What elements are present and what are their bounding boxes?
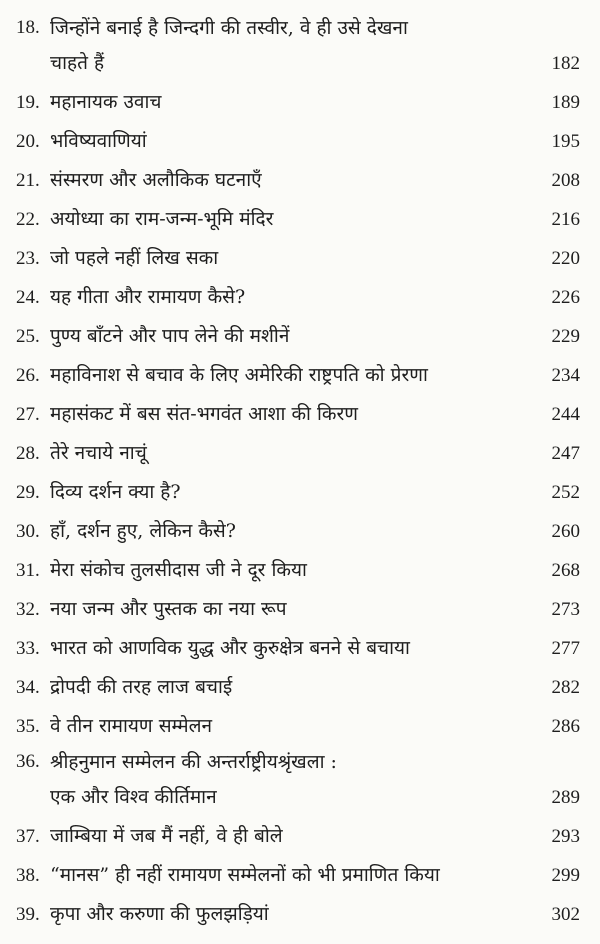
page-number: 277 [551, 638, 580, 659]
chapter-title [50, 12, 510, 83]
page-number: 189 [551, 92, 580, 113]
page-number: 195 [551, 131, 580, 152]
page-number: 244 [551, 404, 580, 425]
chapter-title [50, 434, 510, 473]
toc-entry [0, 668, 600, 707]
chapter-title-line: तेरे नचाये नाचूं [50, 442, 147, 464]
chapter-number: 25. [16, 326, 40, 347]
page-number: 293 [551, 826, 580, 847]
chapter-title-line: एक और विश्व कीर्तिमान [50, 786, 217, 808]
toc-entry [0, 200, 600, 239]
page-number: 182 [551, 53, 580, 74]
toc-entry [0, 395, 600, 434]
chapter-number: 26. [16, 365, 40, 386]
chapter-title-line: भविष्यवाणियां [50, 130, 147, 152]
chapter-number: 32. [16, 599, 40, 620]
chapter-title [50, 895, 510, 934]
chapter-number: 21. [16, 170, 40, 191]
chapter-number: 23. [16, 248, 40, 269]
chapter-number: 29. [16, 482, 40, 503]
page-number: 282 [551, 677, 580, 698]
chapter-title [50, 356, 510, 395]
toc-entry [0, 356, 600, 395]
page-number: 268 [551, 560, 580, 581]
chapter-title-line: अयोध्या का राम-जन्म-भूमि मंदिर [50, 208, 274, 230]
chapter-title-line: वे तीन रामायण सम्मेलन [50, 715, 213, 737]
chapter-title-line: महासंकट में बस संत-भगवंत आशा की किरण [50, 403, 359, 425]
toc-entry [0, 629, 600, 668]
page-number: 226 [551, 287, 580, 308]
chapter-number: 31. [16, 560, 40, 581]
page-number: 208 [551, 170, 580, 191]
chapter-title [50, 395, 510, 434]
toc-entry [0, 278, 600, 317]
chapter-title-line: पुण्य बाँटने और पाप लेने की मशीनें [50, 325, 290, 347]
toc-entry [0, 856, 600, 895]
page-number: 260 [551, 521, 580, 542]
toc-entry [0, 161, 600, 200]
toc-entry [0, 551, 600, 590]
chapter-title-line: यह गीता और रामायण कैसे? [50, 286, 246, 308]
chapter-title [50, 122, 510, 161]
chapter-title [50, 512, 510, 551]
chapter-number: 34. [16, 677, 40, 698]
chapter-number: 30. [16, 521, 40, 542]
chapter-number: 18. [16, 17, 40, 38]
toc-entry [0, 817, 600, 856]
toc-entry [0, 707, 600, 746]
chapter-title-line: दिव्य दर्शन क्या है? [50, 481, 181, 503]
chapter-title-line: जो पहले नहीं लिख सका [50, 247, 219, 269]
toc-entry [0, 122, 600, 161]
toc-entry [0, 895, 600, 934]
chapter-title [50, 590, 510, 629]
chapter-number: 28. [16, 443, 40, 464]
page-number: 286 [551, 716, 580, 737]
toc-entry [0, 317, 600, 356]
chapter-title [50, 200, 510, 239]
chapter-title [50, 746, 510, 817]
page-number: 252 [551, 482, 580, 503]
page-number: 229 [551, 326, 580, 347]
chapter-number: 37. [16, 826, 40, 847]
chapter-title [50, 817, 510, 856]
chapter-title [50, 239, 510, 278]
page-number: 302 [551, 904, 580, 925]
page-number: 220 [551, 248, 580, 269]
chapter-number: 36. [16, 751, 40, 772]
chapter-title-line: द्रोपदी की तरह लाज बचाई [50, 676, 233, 698]
page-number: 273 [551, 599, 580, 620]
toc-entry [0, 239, 600, 278]
page-number: 216 [551, 209, 580, 230]
chapter-number: 24. [16, 287, 40, 308]
page-number: 289 [551, 787, 580, 808]
chapter-number: 22. [16, 209, 40, 230]
chapter-title-line: “मानस” ही नहीं रामायण सम्मेलनों को भी प्रमाणित किया [50, 864, 440, 886]
chapter-title [50, 317, 510, 356]
toc-entry [0, 83, 600, 122]
toc-entry [0, 746, 600, 817]
chapter-title-line: मेरा संकोच तुलसीदास जी ने दूर किया [50, 559, 307, 581]
chapter-title-line: महानायक उवाच [50, 91, 162, 113]
chapter-number: 27. [16, 404, 40, 425]
chapter-number: 39. [16, 904, 40, 925]
chapter-title-line: भारत को आणविक युद्ध और कुरुक्षेत्र बनने से बचाया [50, 637, 410, 659]
chapter-title-line: संस्मरण और अलौकिक घटनाएँ [50, 169, 262, 191]
chapter-number: 38. [16, 865, 40, 886]
chapter-title-line: हाँ, दर्शन हुए, लेकिन कैसे? [50, 520, 236, 542]
chapter-title [50, 473, 510, 512]
chapter-title-line: महाविनाश से बचाव के लिए अमेरिकी राष्ट्रपति को प्रेरणा [50, 364, 428, 386]
toc-entry [0, 473, 600, 512]
table-of-contents [0, 12, 600, 934]
chapter-title-line: चाहते हैं [50, 52, 105, 74]
chapter-number: 35. [16, 716, 40, 737]
chapter-number: 20. [16, 131, 40, 152]
page-number: 234 [551, 365, 580, 386]
chapter-title-line: श्रीहनुमान सम्मेलन की अन्तर्राष्ट्रीयश्रृंखला : [50, 751, 337, 773]
chapter-title [50, 856, 510, 895]
chapter-number: 19. [16, 92, 40, 113]
page-number: 247 [551, 443, 580, 464]
chapter-title [50, 629, 510, 668]
toc-entry [0, 590, 600, 629]
chapter-title [50, 278, 510, 317]
chapter-title-line: नया जन्म और पुस्तक का नया रूप [50, 598, 287, 620]
chapter-title-line: जिन्होंने बनाई है जिन्दगी की तस्वीर, वे ही उसे देखना [50, 17, 408, 39]
page-number: 299 [551, 865, 580, 886]
chapter-title [50, 668, 510, 707]
chapter-title [50, 161, 510, 200]
chapter-title-line: जाम्बिया में जब मैं नहीं, वे ही बोले [50, 825, 283, 847]
chapter-title [50, 551, 510, 590]
toc-entry [0, 12, 600, 83]
chapter-number: 33. [16, 638, 40, 659]
chapter-title [50, 83, 510, 122]
chapter-title [50, 707, 510, 746]
toc-entry [0, 434, 600, 473]
toc-entry [0, 512, 600, 551]
chapter-title-line: कृपा और करुणा की फुलझड़ियां [50, 903, 269, 925]
